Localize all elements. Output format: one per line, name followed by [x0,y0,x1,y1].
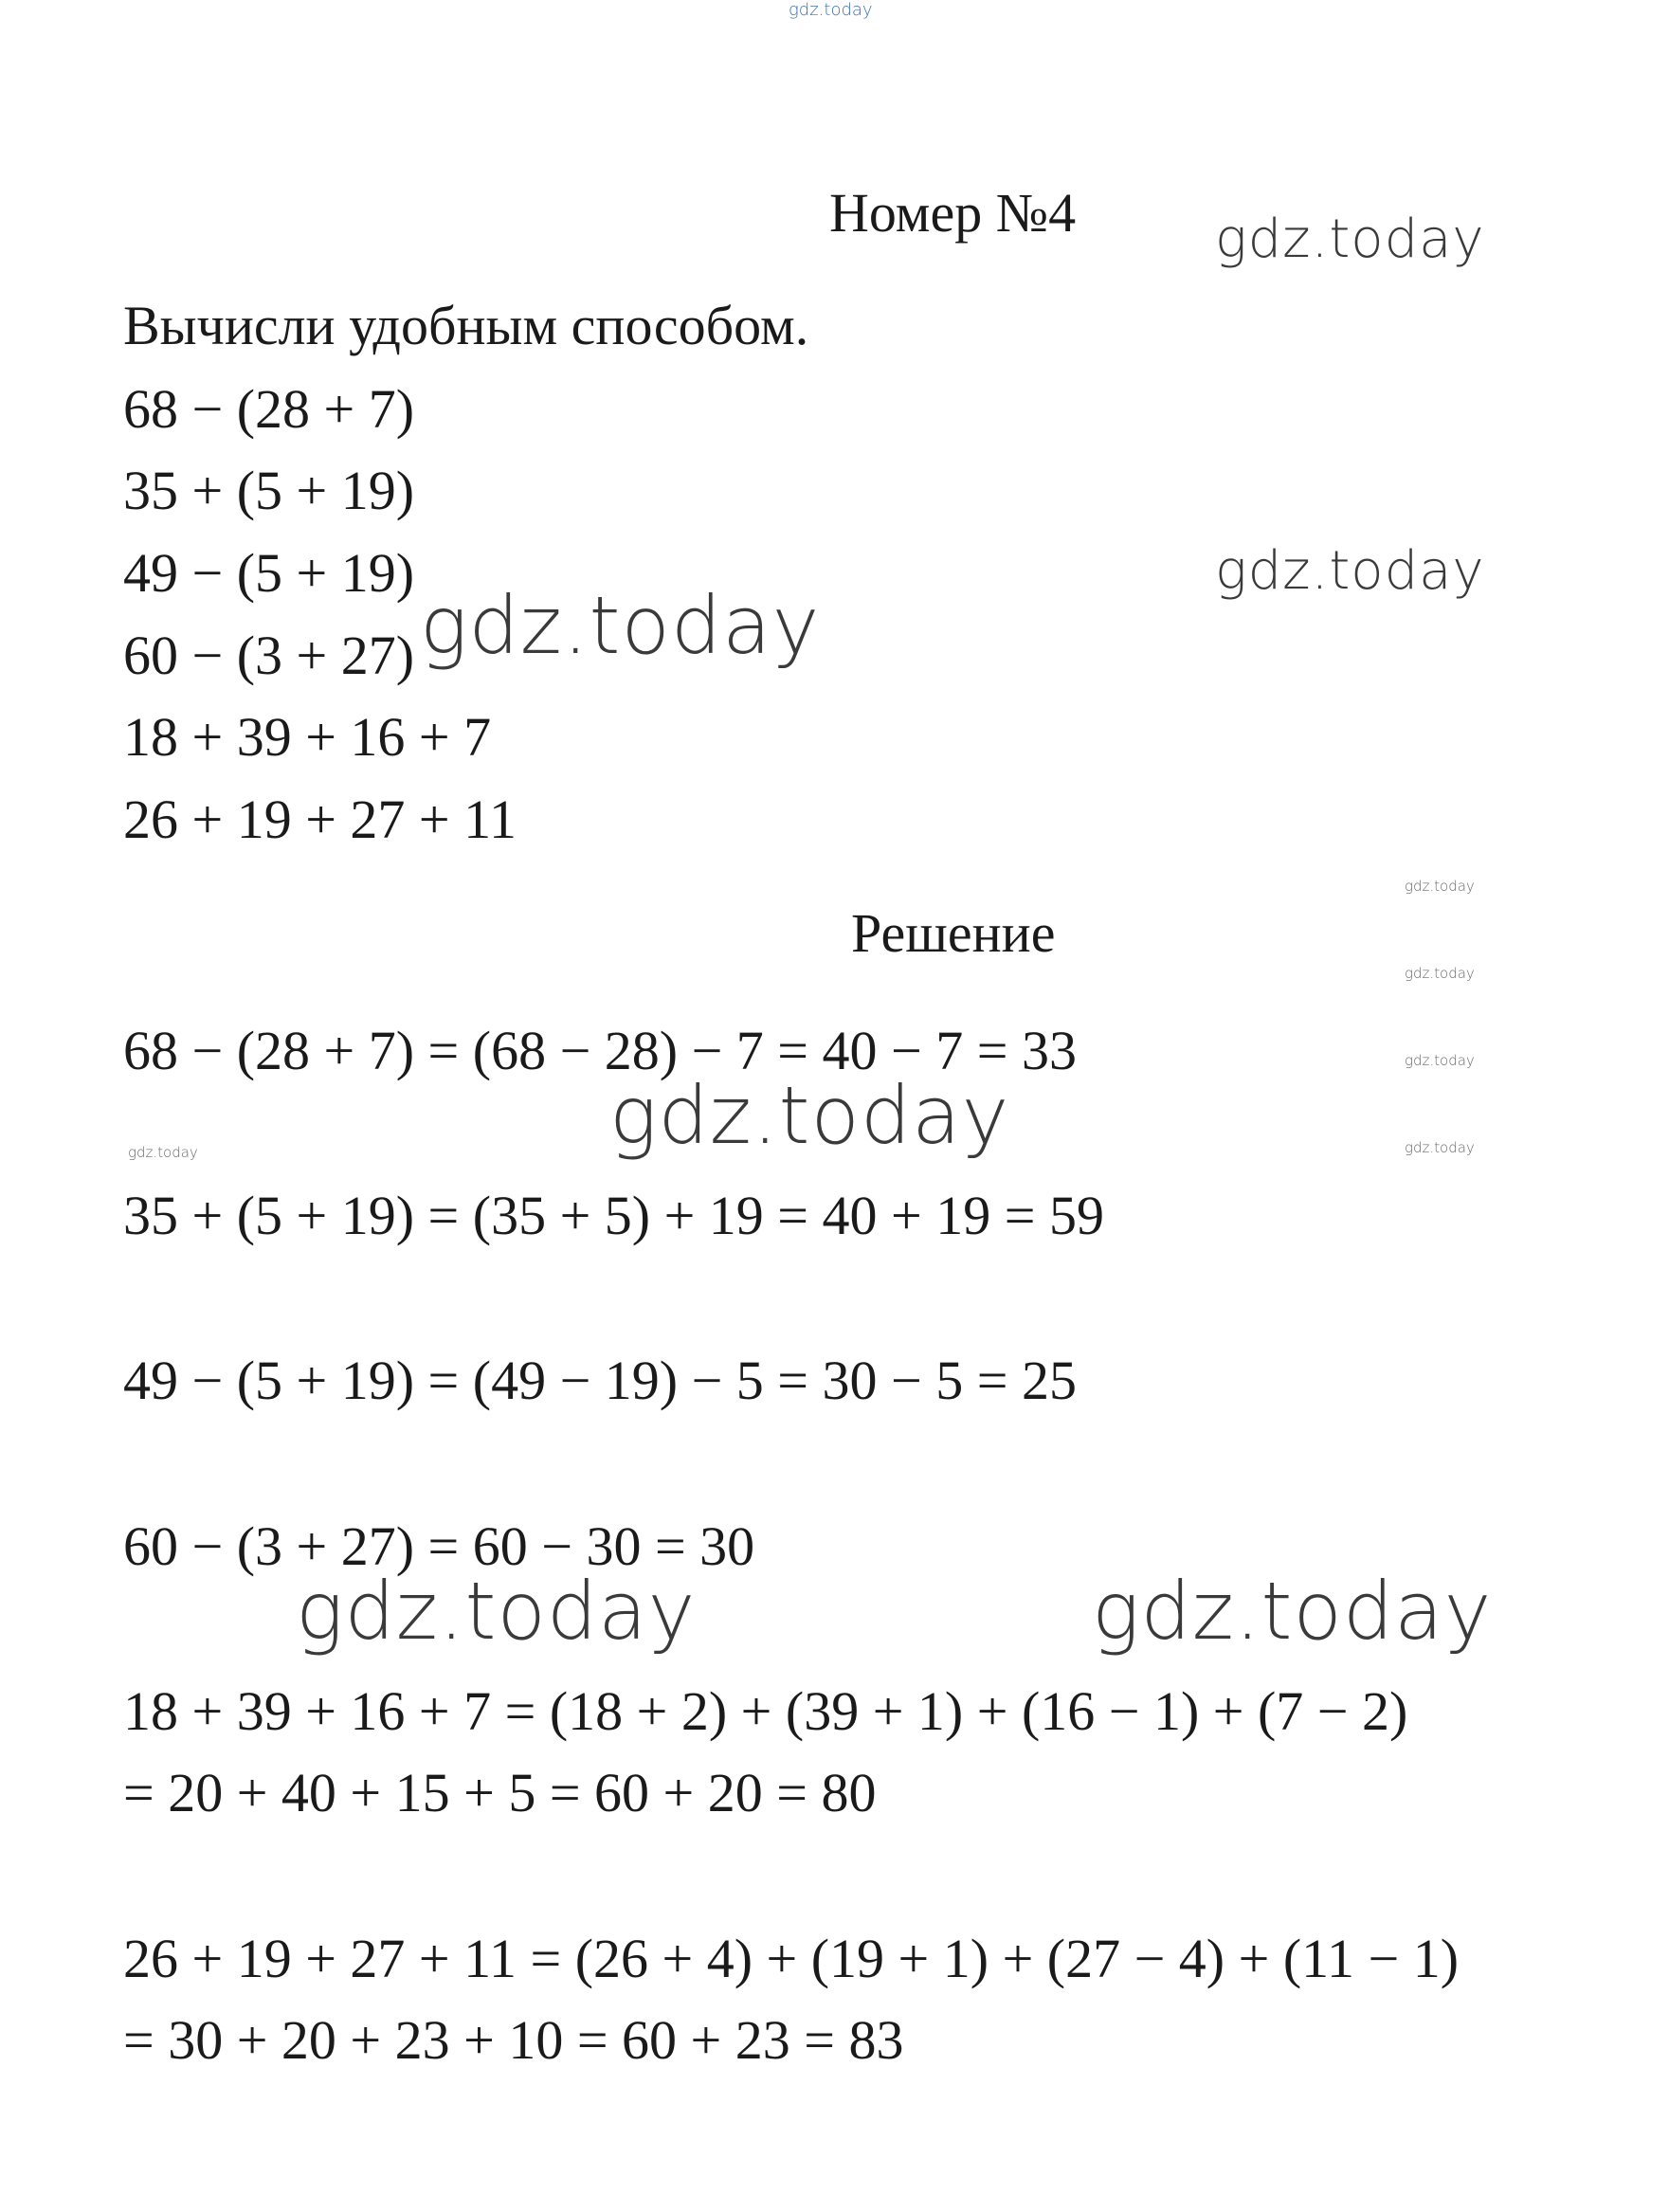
task-expression: 60 − (3 + 27) [123,625,415,686]
solution-line: 35 + (5 + 19) = (35 + 5) + 19 = 40 + 19 = 59 [123,1185,1104,1246]
solution-line: 60 − (3 + 27) = 60 − 30 = 30 [123,1515,755,1577]
task-expression: 18 + 39 + 16 + 7 [123,706,492,768]
task-title: Номер №4 [829,182,1077,244]
task-expression: 68 − (28 + 7) [123,378,415,440]
watermark: gdz.today [1405,1139,1475,1156]
solution-line: 68 − (28 + 7) = (68 − 28) − 7 = 40 − 7 = 33 [123,1020,1077,1081]
watermark: gdz.today [296,1565,697,1658]
solution-line: = 30 + 20 + 23 + 10 = 60 + 23 = 83 [123,2009,904,2071]
watermark: gdz.today [1215,209,1485,270]
watermark: gdz.today [609,1069,1010,1162]
watermark: gdz.today [1215,540,1485,602]
solution-line: 26 + 19 + 27 + 11 = (26 + 4) + (19 + 1) + (27 − 4) + (11 − 1) [123,1928,1460,1989]
solution-title: Решение [851,902,1056,964]
watermark: gdz.today [1405,965,1475,982]
watermark-top: gdz.today [789,0,873,20]
watermark: gdz.today [128,1144,198,1161]
solution-line: = 20 + 40 + 15 + 5 = 60 + 20 = 80 [123,1762,877,1823]
solution-line: 49 − (5 + 19) = (49 − 19) − 5 = 30 − 5 = 25 [123,1350,1077,1411]
solution-line: 18 + 39 + 16 + 7 = (18 + 2) + (39 + 1) + (16 − 1) + (7 − 2) [123,1680,1408,1742]
task-expression: 35 + (5 + 19) [123,460,415,521]
watermark: gdz.today [420,579,821,672]
watermark: gdz.today [1405,878,1475,895]
task-expression: 26 + 19 + 27 + 11 [123,789,517,850]
task-expression: 49 − (5 + 19) [123,542,415,604]
watermark: gdz.today [1092,1565,1493,1658]
task-instruction: Вычисли удобным способом. [123,295,809,356]
watermark: gdz.today [1405,1052,1475,1069]
